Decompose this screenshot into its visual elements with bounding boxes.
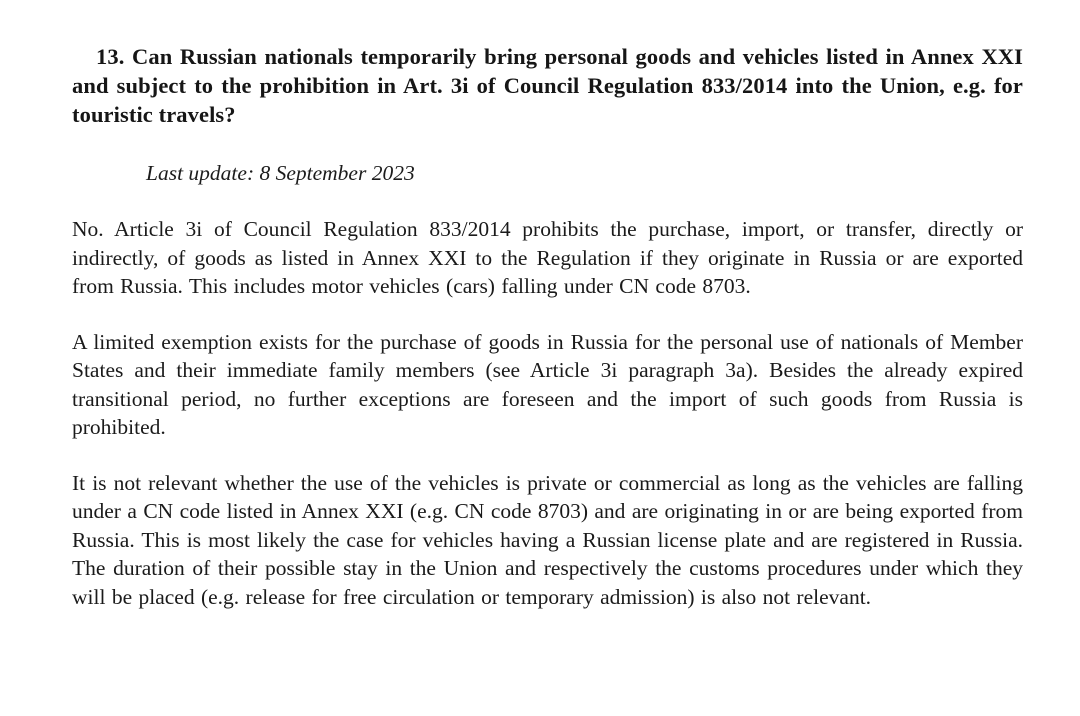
paragraph-relevance: It is not relevant whether the use of the vehicles is private or commercial as long as the vehicles are falling under a CN code listed in Annex XXI (e.g. CN code 8703) and are originating in or are being exported from Russia. This is most likely the case for vehicles having a Russian license plate and are registered in Russia. The duration of their possible stay in the Union and respectively the customs procedures under which they will be placed (e.g. release for free circulation or temporary admission) is also not relevant. [72, 470, 1023, 609]
paragraph-exemption: A limited exemption exists for the purchase of goods in Russia for the personal use of nationals of Member States and their immediate family members (see Article 3i paragraph 3a). Besides the already expired transitional period, no further exceptions are foreseen and the import of such goods from Russia is prohibited. [72, 329, 1023, 439]
question-heading: 13. Can Russian nationals temporarily bring personal goods and vehicles listed in Annex XXI and subject to the prohibition in Art. 3i of Council Regulation 833/2014 into the Union, e.g. for touristic travels? [72, 44, 1023, 127]
document-content [72, 42, 1023, 638]
last-update-line: Last update: 8 September 2023 [146, 161, 415, 185]
paragraph-prohibition: No. Article 3i of Council Regulation 833/2014 prohibits the purchase, import, or transfer, directly or indirectly, of goods as listed in Annex XXI to the Regulation if they originate in Russia or are exported from Russia. This includes motor vehicles (cars) falling under CN code 8703. [72, 217, 1023, 298]
